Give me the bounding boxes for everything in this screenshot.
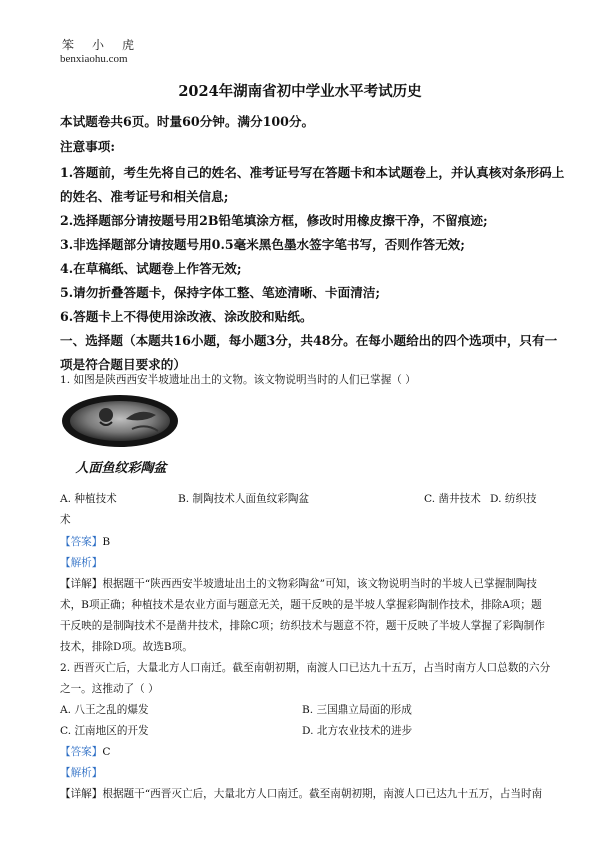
answer-value: C — [102, 746, 111, 758]
answer-value: B — [102, 536, 111, 548]
q1-option-a: A. 种植技术 — [60, 493, 117, 505]
question-2-stem: 2. 西晋灭亡后，大量北方人口南迁。截至南朝初期，南渡人口已达九十五万，占当时南方人口总数的六分 — [60, 662, 551, 674]
q2-detail-line: 【详解】根据题干“西晋灭亡后，大量北方人口南迁。截至南朝初期，南渡人口已达九十五万，占当时南 — [60, 788, 543, 800]
q1-analysis-label: 【解析】 — [60, 557, 103, 569]
q1-detail-line: 术，B项正确；种植技术是农业方面与题意无关，题干反映的是半坡人掌握彩陶制作技术，排除A项；题 — [60, 599, 542, 611]
page-title: 2024年湖南省初中学业水平考试历史 — [178, 83, 422, 100]
q2-analysis-label: 【解析】 — [60, 767, 103, 779]
q2-option-a: A. 八王之乱的爆发 — [60, 704, 149, 716]
brand-url[interactable]: benxiaohu.com — [60, 53, 128, 65]
q1-detail-line: 【详解】根据题干“陕西西安半坡遗址出土的文物彩陶盆”可知，该文物说明当时的半坡人已掌握制陶技 — [60, 578, 537, 590]
q2-option-b: B. 三国鼎立局面的形成 — [302, 704, 412, 716]
notice-item: 6.答题卡上不得使用涂改液、涂改胶和贴纸。 — [60, 309, 313, 324]
question-2-stem-cont: 之一。这推动了（ ） — [60, 683, 159, 695]
figure-caption: 人面鱼纹彩陶盆 — [75, 461, 167, 476]
notice-item: 4.在草稿纸、试题卷上作答无效; — [60, 261, 242, 276]
q1-option-d: D. 纺织技 — [490, 493, 537, 505]
section-heading-cont: 项是符合题目要求的） — [60, 357, 186, 372]
q1-option-c: C. 凿井技术 — [424, 493, 481, 505]
notice-item: 的姓名、准考证号和相关信息; — [60, 189, 229, 204]
painted-pottery-basin-image — [60, 393, 182, 481]
notice-item: 1.答题前，考生先将自己的姓名、准考证号写在答题卡和本试题卷上，并认真核对条形码上 — [60, 165, 565, 180]
q2-option-c: C. 江南地区的开发 — [60, 725, 149, 737]
notice-item: 3.非选择题部分请按题号用0.5毫米黑色墨水签字笔书写，否则作答无效; — [60, 237, 465, 252]
notice-item: 5.请勿折叠答题卡，保持字体工整、笔迹清晰、卡面清洁; — [60, 285, 381, 300]
q1-detail-line: 技术，排除D项。故选B项。 — [60, 641, 193, 653]
notice-title: 注意事项: — [60, 139, 116, 154]
q1-option-b: B. 制陶技术人面鱼纹彩陶盆 — [178, 493, 310, 505]
brand-name: 笨小虎 — [62, 38, 153, 52]
section-heading: 一、选择题（本题共16小题，每小题3分，共48分。在每小题给出的四个选项中，只有一 — [60, 333, 558, 348]
q1-option-d-wrap: 术 — [60, 514, 71, 526]
notice-item: 2.选择题部分请按题号用2B铅笔填涂方框，修改时用橡皮擦干净，不留痕迹; — [60, 213, 488, 228]
exam-intro: 本试题卷共6页。时量60分钟。满分100分。 — [60, 114, 315, 129]
answer-label: 【答案】 — [60, 746, 103, 758]
q2-option-d: D. 北方农业技术的进步 — [302, 725, 413, 737]
q1-answer — [60, 534, 110, 549]
question-1-stem: 1. 如图是陕西西安半坡遗址出土的文物。该文物说明当时的人们已掌握（ ） — [60, 374, 416, 386]
q1-detail-line: 干反映的是制陶技术不是凿井技术，排除C项；纺织技术与题意不符，题干反映了半坡人掌握了彩陶制作 — [60, 620, 545, 632]
answer-label: 【答案】 — [60, 536, 103, 548]
q2-answer — [60, 744, 110, 759]
